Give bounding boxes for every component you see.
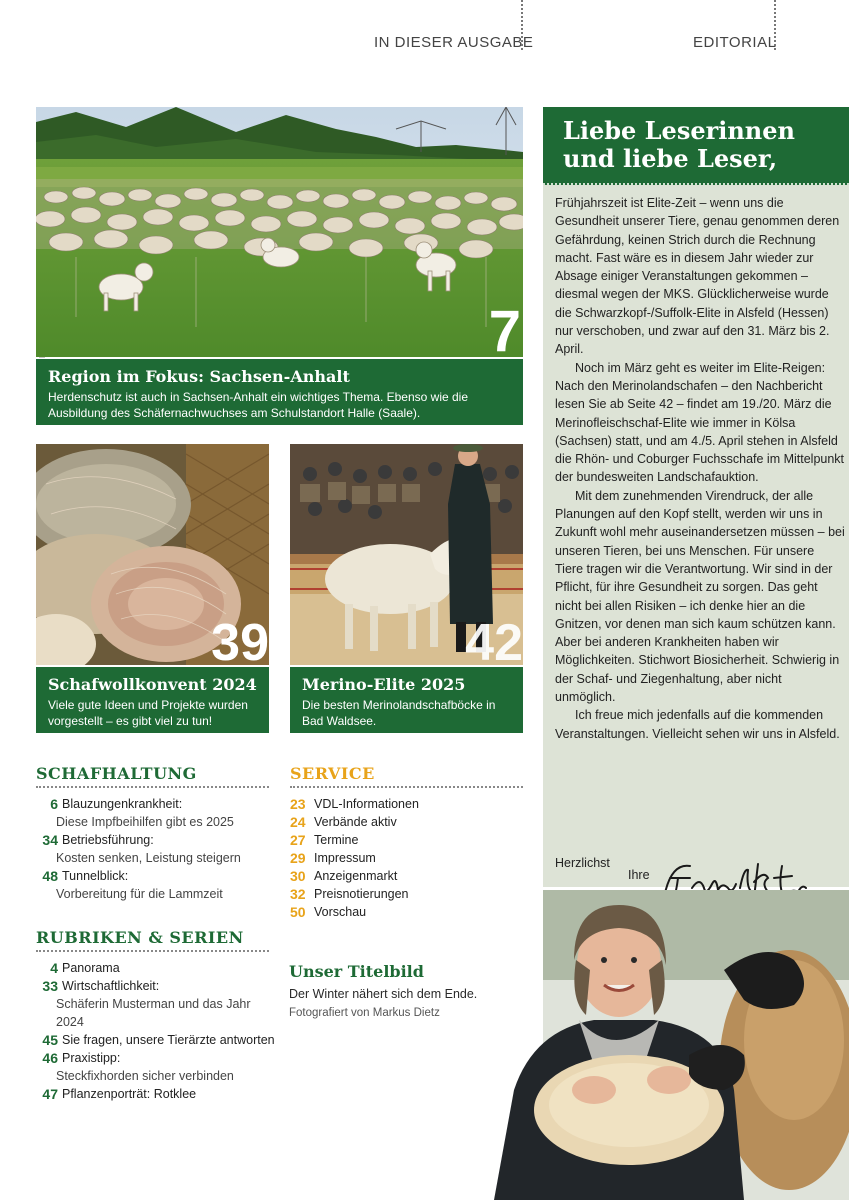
merino-page-number: 42	[465, 614, 523, 665]
editorial-heading-line2: und liebe Leser,	[563, 144, 778, 173]
toc-label: Sie fragen, unsere Tierärzte antworten	[62, 1033, 275, 1047]
toc-page-number: 33	[42, 978, 58, 994]
editorial-ihre: Ihre	[628, 868, 650, 882]
editorial-text	[555, 194, 845, 743]
service-page-number: 24	[290, 814, 306, 830]
service-page-number: 29	[290, 850, 306, 866]
service-page-number: 32	[290, 886, 306, 902]
wool-caption[interactable]	[36, 667, 269, 733]
wool-photo[interactable]	[36, 444, 269, 665]
toc-item[interactable]	[36, 1085, 276, 1103]
toc-label: Tunnelblick:	[62, 869, 129, 883]
toc-page-number: 4	[50, 960, 58, 976]
toc-subtitle: Diese Impfbeihilfen gibt es 2025	[56, 815, 234, 829]
service-label: Vorschau	[314, 905, 367, 919]
toc-subtitle: Vorbereitung für die Lammzeit	[56, 887, 223, 901]
toc-label: Wirtschaftlichkeit:	[62, 979, 160, 993]
service-page-number: 27	[290, 832, 306, 848]
toc-item[interactable]	[36, 867, 276, 903]
wool-page-number: 39	[211, 614, 269, 665]
wool-description: Viele gute Ideen und Projekte wurden vorgestellt – es gibt viel zu tun!	[48, 698, 248, 728]
toc-item[interactable]	[36, 977, 276, 1031]
toc-item[interactable]	[36, 831, 276, 867]
toc-subtitle: Schäferin Musterman und das Jahr 2024	[56, 997, 251, 1029]
region-photo[interactable]	[36, 107, 523, 357]
service-heading: SERVICE	[290, 764, 523, 788]
toc-label: Panorama	[62, 961, 120, 975]
rubriken-list	[36, 959, 276, 1103]
toc-page-number: 46	[42, 1050, 58, 1066]
toc-page-number: 47	[42, 1086, 58, 1102]
service-label: Anzeigenmarkt	[314, 869, 398, 883]
editorial-paragraph: Mit dem zunehmenden Virendruck, der alle Planungen auf den Kopf stellt, werden wir uns in Zukunft wohl mehr auseinandersetzen müssen – bei unseren Tieren, bei uns Menschen. Für unsere Tiere tragen wir die Verantwortung. Wir sind in der Pflicht, für ihre Gesundheit zu sorgen. Das geht nicht bei allen Risiken – ich denke hier an die Gnitzen, vor denen man sich kaum schützen kann. Aber bei anderen Krankheiten haben wir Möglichkeiten. Stichwort Biosicherheit. Schwierig in der Schaf- und Ziegenhaltung, aber nicht unmöglich.	[555, 488, 845, 705]
merino-caption[interactable]	[290, 667, 523, 733]
region-description: Herdenschutz ist auch in Sachsen-Anhalt ein wichtiges Thema. Ebenso wie die Ausbildung des Schäfernachwuchses am Schulstandort Halle (Saale).	[48, 390, 469, 420]
header-left-label: IN DIESER AUSGABE	[374, 34, 534, 51]
service-label: Verbände aktiv	[314, 815, 397, 829]
toc-item[interactable]	[36, 1049, 276, 1085]
wool-title: Schafwollkonvent 2024	[48, 675, 257, 694]
editorial-paragraph: Frühjahrszeit ist Elite-Zeit – wenn uns die Gesundheit unserer Tiere, genau genommen deren Gefährdung, keinen Strich durch die Rechnung macht. Fast wäre es in diesem Jahr wieder zur Absage einiger Veranstaltungen gekommen – diesmal wegen der MKS. Glücklicherweise wurde die Schwarzkopf-/Suffolk-Elite in Alsfeld (Hessen) nur verschoben, und zwar auf den 31. März bis 2. April.	[555, 196, 840, 357]
cover-info-text: Der Winter nähert sich dem Ende.	[289, 987, 478, 1001]
service-item[interactable]	[290, 885, 523, 903]
editorial-heading	[543, 107, 849, 185]
region-title: Region im Fokus: Sachsen-Anhalt	[48, 367, 350, 386]
service-item[interactable]	[290, 867, 523, 885]
toc-label: Pflanzenporträt: Rotklee	[62, 1087, 197, 1101]
service-page-number: 23	[290, 796, 306, 812]
editorial-paragraph: Noch im März geht es weiter im Elite-Reigen: Nach den Merinolandschafen – den Nachbericht lesen Sie ab Seite 42 – findet am 19./20. März die Merinofleischschaf-Elite wie immer in Kölsa (Sachsen) statt, und am 4./5. April stehen in Alsfeld die Rhön- und Coburger Fuchsschafe im Mittelpunkt der bundesweiten Landschafauktion.	[555, 360, 845, 485]
service-item[interactable]	[290, 831, 523, 849]
service-list	[290, 795, 523, 921]
service-item[interactable]	[290, 903, 523, 921]
toc-page-number: 45	[42, 1032, 58, 1048]
schafhaltung-list	[36, 795, 276, 903]
toc-label: Blauzungenkrankheit:	[62, 797, 183, 811]
header-divider-left	[521, 0, 523, 50]
toc-label: Betriebsführung:	[62, 833, 154, 847]
region-caption[interactable]	[36, 359, 523, 425]
header-divider-right	[774, 0, 776, 50]
editor-with-lamb-illustration	[494, 890, 849, 1200]
sheep-herd-illustration	[36, 107, 523, 357]
editorial-closing: Herzlichst	[555, 856, 610, 870]
cover-info-photographer: Fotografiert von Markus Dietz	[289, 1007, 440, 1019]
editorial-paragraph: Ich freue mich jedenfalls auf die kommenden Veranstaltungen. Vielleicht sehen wir uns in Alsfeld.	[555, 708, 840, 741]
schafhaltung-heading: SCHAFHALTUNG	[36, 764, 269, 788]
service-label: Termine	[314, 833, 359, 847]
region-page-number: 7	[488, 299, 521, 357]
toc-page-number: 6	[50, 796, 58, 812]
toc-page-number: 48	[42, 868, 58, 884]
toc-subtitle: Kosten senken, Leistung steigern	[56, 851, 241, 865]
merino-title: Merino-Elite 2025	[302, 675, 466, 694]
editor-portrait	[494, 890, 849, 1200]
merino-photo[interactable]	[290, 444, 523, 665]
service-item[interactable]	[290, 813, 523, 831]
service-label: Impressum	[314, 851, 376, 865]
toc-subtitle: Steckfixhorden sicher verbinden	[56, 1069, 234, 1083]
toc-page-number: 34	[42, 832, 58, 848]
toc-item[interactable]	[36, 1031, 276, 1049]
service-label: Preisnotierungen	[314, 887, 409, 901]
header-right-label: EDITORIAL	[693, 34, 777, 51]
cover-info	[289, 962, 519, 1019]
editorial-heading-line1: Liebe Leserinnen	[563, 116, 795, 145]
cover-info-title: Unser Titelbild	[289, 962, 424, 981]
toc-label: Praxistipp:	[62, 1051, 121, 1065]
service-page-number: 50	[290, 904, 306, 920]
service-item[interactable]	[290, 795, 523, 813]
toc-item[interactable]	[36, 959, 276, 977]
toc-item[interactable]	[36, 795, 276, 831]
service-label: VDL-Informationen	[314, 797, 419, 811]
rubriken-heading: RUBRIKEN & SERIEN	[36, 928, 269, 952]
service-item[interactable]	[290, 849, 523, 867]
merino-description: Die besten Merinolandschafböcke in Bad Waldsee.	[302, 698, 496, 728]
service-page-number: 30	[290, 868, 306, 884]
